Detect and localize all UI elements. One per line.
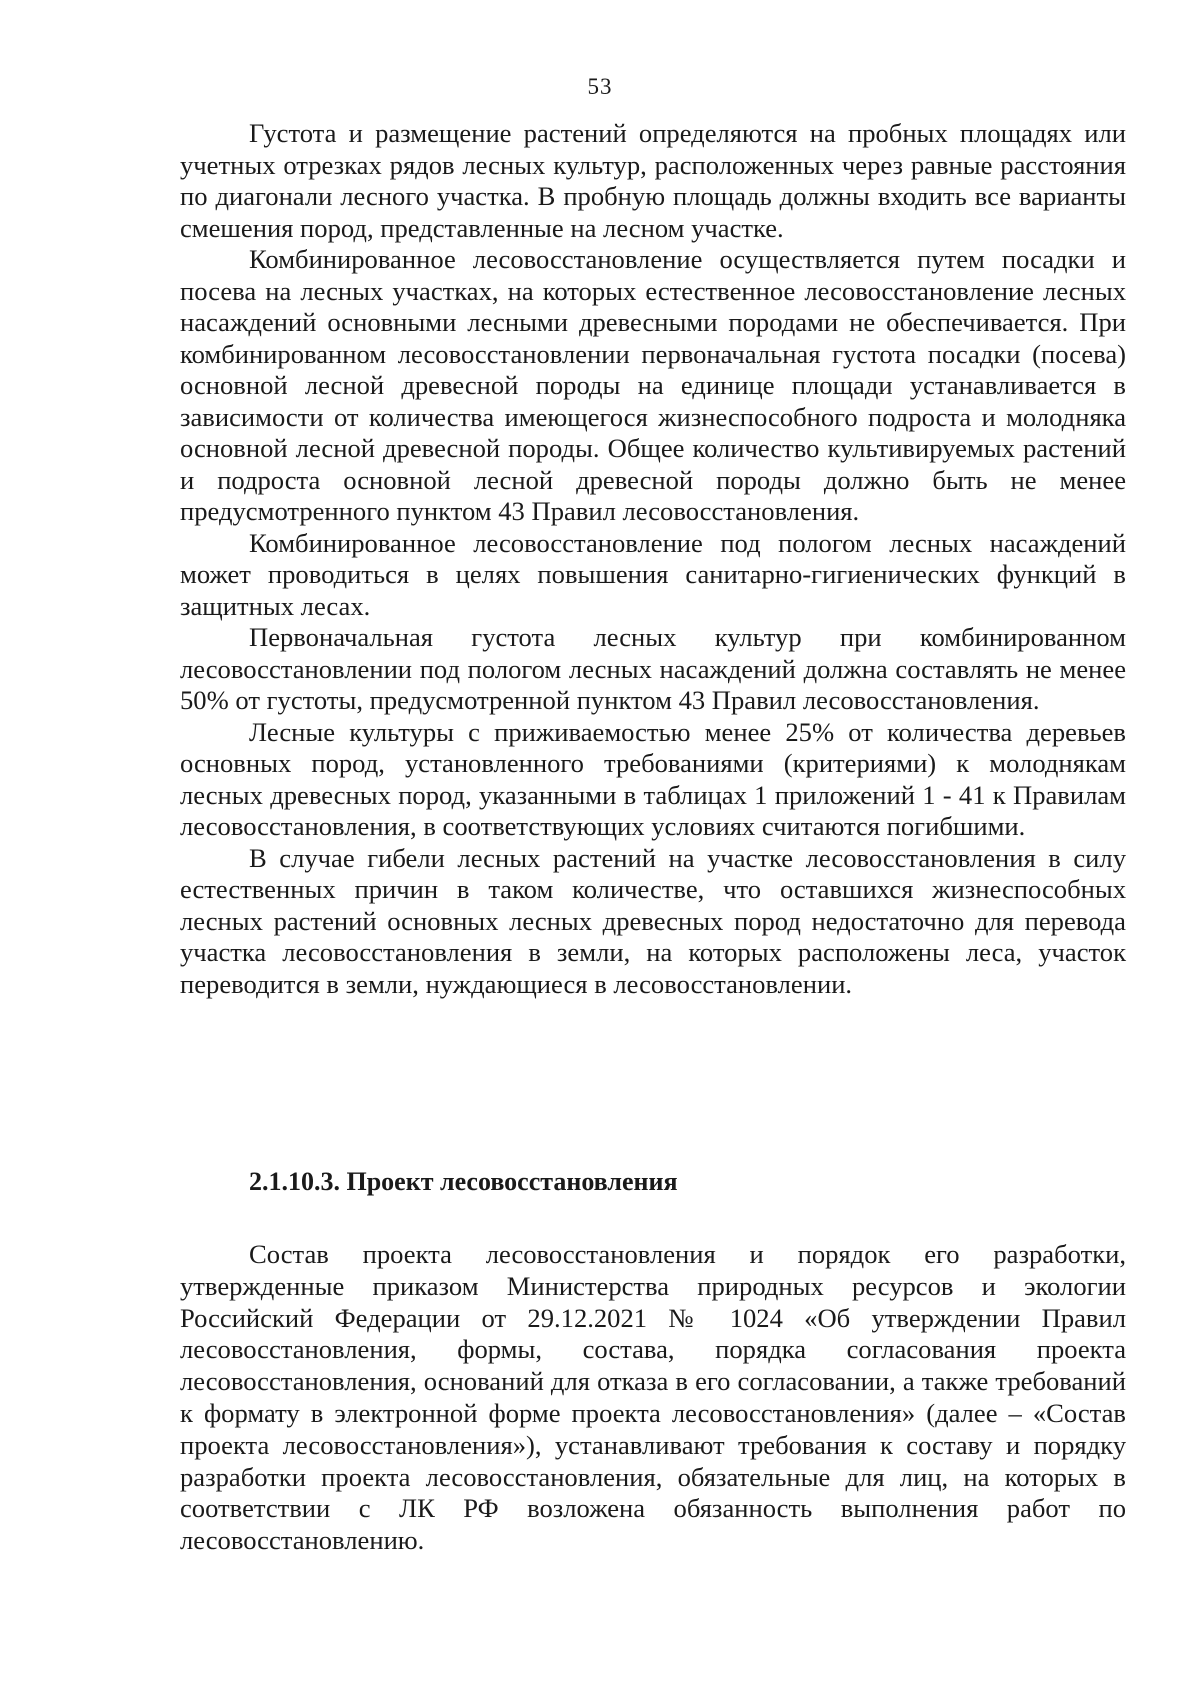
paragraph-combined-reforestation: Комбинированное лесовосстановление осуществляется путем посадки и посева на лесных участках, на которых естественное лесовосстановление лесных насаждений основными лесными древесными породами не обеспечивается. При комбинированном лесовосстановлении первоначальная густота посадки (посева) основной лесной древесной породы на единице площади устанавливается в зависимости от количества имеющегося жизнеспособного подроста и молодняка основной лесной древесной породы. Общее количество культивируемых растений и подроста основной лесной древесной породы должно быть не менее предусмотренного пунктом 43 Правил лесовосстановления. [180, 244, 1126, 526]
paragraph-project-composition: Состав проекта лесовосстановления и порядок его разработки, утвержденные приказом Министерства природных ресурсов и экологии Российский Федерации от 29.12.2021 № 1024 «Об утверждении Правил лесовосстановления, формы, состава, порядка согласования проекта лесовосстановления, оснований для отказа в его согласовании, а также требований к формату в электронной форме проекта лесовосстановления» (далее – «Состав проекта лесовосстановления»), устанавливают требования к составу и порядку разработки проекта лесовосстановления, обязательные для лиц, на которых в соответствии с ЛК РФ возложена обязанность выполнения работ по лесовосстановлению. [180, 1239, 1126, 1556]
paragraph-plant-death: В случае гибели лесных растений на участке лесовосстановления в силу естественных причин в таком количестве, что оставшихся жизнеспособных лесных растений основных лесных древесных пород недостаточно для перевода участка лесовосстановления в земли, на которых расположены леса, участок переводится в земли, нуждающиеся в лесовосстановлении. [180, 842, 1126, 999]
paragraph-density: Густота и размещение растений определяются на пробных площадях или учетных отрезках рядов лесных культур, расположенных через равные расстояния по диагонали лесного участка. В пробную площадь должны входить все варианты смешения пород, представленные на лесном участке. [180, 118, 1126, 243]
page-number: 53 [587, 74, 613, 99]
paragraph-survival-rate: Лесные культуры с приживаемостью менее 25% от количества деревьев основных пород, установленного требованиями (критериями) к молоднякам лесных древесных пород, указанными в таблицах 1 приложений 1 - 41 к Правилам лесовосстановления, в соответствующих условиях считаются погибшими. [180, 716, 1126, 841]
paragraph-under-canopy: Комбинированное лесовосстановление под пологом лесных насаждений может проводиться в целях повышения санитарно-гигиенических функций в защитных лесах. [180, 527, 1126, 621]
paragraph-initial-density: Первоначальная густота лесных культур при комбинированном лесовосстановлении под пологом лесных насаждений должна составлять не менее 50% от густоты, предусмотренной пунктом 43 Правил лесовосстановления. [180, 622, 1126, 715]
body-text-top [180, 118, 1126, 1000]
section-heading: 2.1.10.3. Проект лесовосстановления [249, 1167, 678, 1196]
body-text-bottom [180, 1239, 1126, 1557]
